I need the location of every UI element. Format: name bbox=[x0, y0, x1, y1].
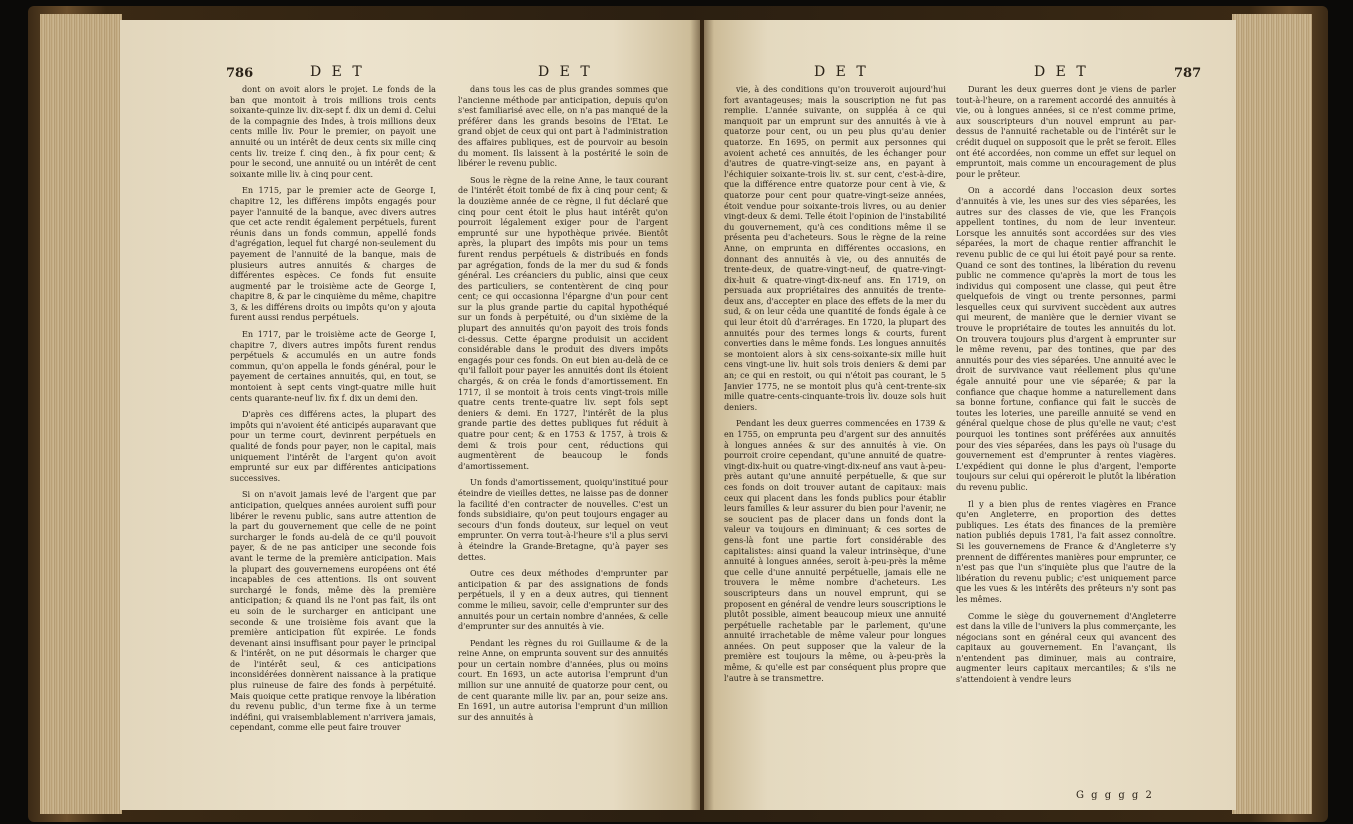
right-page bbox=[704, 20, 1236, 810]
paragraph: On a accordé dans l'occasion deux sortes d'annuités à vie, les unes sur des vies séparées, les autres sur des classes de vie, que les François appellent tontines, du nom de leur inventeur. Lorsque les annuités sont accordées sur des vies séparées, la mort de chaque rentier affranchit le revenu public de ce qui lui étoit payé pour sa rente. Quand ce sont des tontines, la libération du revenu public ne commence qu'après la mort de tous les individus qui composent une classe, qui peut être quelquefois de vingt ou trente personnes, parmi lesquelles ceux qui survivent succèdent aux autres qui meurent, de manière que le dernier vivant se trouve le propriétaire de toutes les annuités du lot. On trouvera toujours plus d'argent à emprunter sur le même revenu, par des tontines, que par des annuités pour des vies séparées. Une annuité avec le droit de survivance vaut réellement plus qu'une égale annuité pour une vie séparée; & par la confiance que chaque homme a naturellement dans sa bonne fortune, confiance qui fait le succès de toutes les loteries, une pareille annuité se vend en général quelque chose de plus qu'elle ne vaut; c'est pourquoi les tontines sont préférées aux annuités pour des vies séparées, dans les pays où l'usage du gouvernement est d'emprunter à rentes viagères. L'expédient qui donne le plus d'argent, l'emporte toujours sur celui qui opéreroit le plutôt la libération du revenu public. bbox=[956, 185, 1176, 492]
paragraph: Pendant les deux guerres commencées en 1739 & en 1755, on emprunta peu d'argent sur des annuités à longues années & sur des annuités à vie. On pourroit croire cependant, qu'une annuité de quatre-vingt-dix-huit ou quatre-vingt-dix-neuf ans vaut à-peu-près autant qu'une annuité perpétuelle, & que sur ces fonds on doit trouver autant de capitaux: mais ceux qui placent dans les fonds publics pour établir leurs familles & leur assurer du bien pour l'avenir, ne se soucient pas de placer dans un fonds dont la valeur va toujours en diminuant; & ces sortes de gens-là font une partie fort considérable des capitalistes: ainsi quand la valeur intrinsèque, d'une annuité à longues années, seroit à-peu-près la même que celle d'une annuité perpétuelle, jamais elle ne trouvera le même nombre d'acheteurs. Les souscripteurs dans un nouvel emprunt, qui se proposent en général de vendre leurs souscriptions le plutôt possible, aiment beaucoup mieux une annuité perpétuelle rachetable par le parlement, qu'une annuité irrachetable de même valeur pour longues années. On peut supposer que la valeur de la première est toujours la même, ou à-peu-près la même, & qu'elle est par conséquent plus propre que l'autre à se transmettre. bbox=[724, 418, 946, 683]
paragraph: vie, à des conditions qu'on trouveroit aujourd'hui fort avantageuses; mais la souscription ne fut pas remplie. L'année suivante, on suppléa à ce qui manquoit par un emprunt sur des annuités à vie à quatorze pour cent, ou un peu plus qu'au denier quatorze. En 1695, on permit aux personnes qui avoient acheté ces annuités, de les échanger pour d'autres de quatre-vingt-seize ans, en payant à l'échiquier soixante-trois liv. st. sur cent, c'est-à-dire, que la différence entre quatorze pour cent à vie, & quatorze pour cent pour quatre-vingt-seize années, étoit vendue pour soixante-trois livres, ou au denier vingt-deux & demi. Telle étoit l'opinion de l'instabilité du gouvernement, qu'à ces conditions même il se présenta peu d'acheteurs. Sous le règne de la reine Anne, on emprunta en différentes occasions, en donnant des annuités à vie, ou des annuités de trente-deux, de quatre-vingt-neuf, de quatre-vingt-dix-huit & quatre-vingt-dix-neuf ans. En 1719, on persuada aux propriétaires des annuités de trente-deux ans, d'accepter en place des effets de la mer du sud, & on leur céda une quantité de fonds égale à ce qui leur étoit dû d'arrérages. En 1720, la plupart des annuités pour des termes longs & courts, furent converties dans le même fonds. Les longues annuités se montoient alors à six cens-soixante-six mille huit cens vingt-une liv. huit sols trois deniers & demi par an; ce qui en restoit, ou qui n'étoit pas courant, le 5 Janvier 1775, ne se montoit plus qu'à cent-trente-six mille quatre-cents-cinquante-trois liv. douze sols huit deniers. bbox=[724, 84, 946, 412]
running-head: D E T bbox=[310, 64, 365, 80]
running-head: D E T bbox=[814, 64, 869, 80]
signature-mark: G g g g g 2 bbox=[1076, 790, 1154, 801]
paragraph: Comme le siège du gouvernement d'Angleterre est dans la ville de l'univers la plus commerçante, les négocians sont en général ceux qui avancent des capitaux au gouvernement. En l'avançant, ils n'entendent pas diminuer, mais au contraire, augmenter leurs capitaux mercantiles; & s'ils ne s'attendoient à vendre leurs bbox=[956, 610, 1176, 685]
book-gutter bbox=[690, 20, 714, 810]
paragraph: Sous le règne de la reine Anne, le taux courant de l'intérêt étoit tombé de fix à cinq pour cent; & la douzième année de ce règne, il fut déclaré que cinq pour cent étoit le plus haut intérêt qu'on pourroit légalement exiger pour de l'argent emprunté sur une hypothèque privée. Bientôt après, la plupart des impôts mis pour un tems furent rendus perpétuels & distribués en fonds par agrégation, fonds de la mer du sud & fonds général. Les créanciers du public, ainsi que ceux des particuliers, se contentèrent de cinq pour cent; ce qui occasionna l'épargne d'un pour cent sur la plus grande partie du capital hypothéqué sur un fonds à perpétuité, ou d'un sixième de la plupart des annuités qu'on payoit des trois fonds ci-dessus. Cette épargne produisit un accident considérable dans le produit des divers impôts engagés pour ces fonds. On eut bien au-delà de ce qu'il falloit pour payer les annuités dont ils étoient chargés, & on créa le fonds d'amortissement. En 1717, il se montoit à trois cents vingt-trois mille quatre cents trente-quatre liv. sept fols sept deniers & demi. En 1727, l'intérêt de la plus grande partie des dettes publiques fut réduit à quatre pour cent; & en 1753 & 1757, à trois & demi & trois pour cent, réductions qui augmentèrent de beaucoup le fonds d'amortissement. bbox=[458, 174, 668, 471]
running-head: D E T bbox=[1034, 64, 1089, 80]
paragraph: En 1715, par le premier acte de George I, chapitre 12, les différens impôts engagés pour payer l'annuité de la banque, avec divers autres que cet acte rendit également perpétuels, furent réunis dans un fonds commun, appellé fonds d'agrégation, lequel fut chargé non-seulement du payement de l'annuité de la banque, mais de plusieurs autres annuités & charges de différentes espèces. Ce fonds fut ensuite augmenté par le troisième acte de George I, chapitre 8, & par le cinquième du même, chapitre 3, & les différens droits ou impôts qu'on y ajouta furent aussi rendus perpétuels. bbox=[230, 185, 436, 323]
page-edges-right bbox=[1232, 14, 1312, 814]
paragraph: Durant les deux guerres dont je viens de parler tout-à-l'heure, on a rarement accordé des annuités à vie, ou à longues années, si ce n'est comme prime, aux souscripteurs d'un nouvel emprunt au par-dessus de l'annuité rachetable ou de l'intérêt sur le crédit duquel on supposoit que le prêt se feroit. Elles ont été accordées, non comme un effet sur lequel on empruntoit, mais comme un encouragement de plus pour le prêteur. bbox=[956, 84, 1176, 179]
paragraph: Un fonds d'amortissement, quoiqu'institué pour éteindre de vieilles dettes, ne laisse pas de donner la facilité d'en contracter de nouvelles. C'est un fonds subsidiaire, qu'on peut toujours engager au secours d'un fonds douteux, sur lequel on veut emprunter. On verra tout-à-l'heure s'il a plus servi à éteindre la Grande-Bretagne, qu'à payer ses dettes. bbox=[458, 477, 668, 562]
left-page bbox=[120, 20, 700, 810]
page-number: 787 bbox=[1174, 66, 1202, 81]
paragraph: Il y a bien plus de rentes viagères en France qu'en Angleterre, en proportion des dettes publiques. Les états des finances de la première nation publiés depuis 1781, l'a fait assez connoître. Si les gouvernemens de France & d'Angleterre s'y prennent de différentes manières pour emprunter, ce n'est pas que l'un s'inquiète plus que l'autre de la libération du revenu public; c'est uniquement parce que les vues & les intérêts des prêteurs n'y sont pas les mêmes. bbox=[956, 498, 1176, 604]
running-head: D E T bbox=[538, 64, 593, 80]
page-edges-left bbox=[40, 14, 122, 814]
paragraph: Pendant les règnes du roi Guillaume & de la reine Anne, on emprunta souvent sur des annuités pour un certain nombre d'années, plus ou moins court. En 1693, un acte autorisa l'emprunt d'un million sur une annuité de quatorze pour cent, ou de cent quarante mille liv. par an, pour seize ans. En 1691, un autre autorisa l'emprunt d'un million sur des annuités à bbox=[458, 637, 668, 722]
page-number: 786 bbox=[226, 66, 254, 81]
text-column-1 bbox=[724, 84, 946, 789]
text-column-2 bbox=[458, 84, 668, 789]
paragraph: Outre ces deux méthodes d'emprunter par anticipation & par des assignations de fonds perpétuels, il y en a deux autres, qui tiennent comme le milieu, savoir, celle d'emprunter sur des annuités pour un certain nombre d'années, & celle d'emprunter sur des annuités à vie. bbox=[458, 568, 668, 632]
text-column-1 bbox=[230, 84, 436, 789]
paragraph: dont on avoit alors le projet. Le fonds de la ban que montoit à trois millions trois cents soixante-quinze liv. dix-sept f. dix un demi d. Celui de la compagnie des Indes, à trois millions deux cents mille liv. Pour le premier, on payoit une annuité ou un intérêt de deux cents six mille cinq cents liv. treize f. cinq den., à fix pour cent; & pour le second, une annuité ou un intérêt de cent soixante mille liv. à cinq pour cent. bbox=[230, 84, 436, 179]
paragraph: En 1717, par le troisième acte de George I, chapitre 7, divers autres impôts furent rendus perpétuels & accumulés en un autre fonds commun, qu'on appella le fonds général, pour le payement de certaines annuités, qui, en tout, se montoient à sept cents vingt-quatre mille huit cents quarante-neuf liv. fix f. dix un demi den. bbox=[230, 329, 436, 403]
paragraph: D'après ces différens actes, la plupart des impôts qui n'avoient été anticipés auparavant que pour un terme court, devinrent perpétuels en qualité de fonds pour payer, non le capital, mais uniquement l'intérêt de l'argent qu'on avoit emprunté sur eux par différentes anticipations successives. bbox=[230, 409, 436, 483]
paragraph: Si on n'avoit jamais levé de l'argent que par anticipation, quelques années auroient suffi pour libérer le revenu public, sans autre attention de la part du gouvernement que celle de ne point surcharger le fonds au-delà de ce qu'il pouvoit payer, & de ne pas anticiper une seconde fois avant le terme de la première anticipation. Mais la plupart des gouvernemens européens ont été incapables de ces attentions. Ils ont souvent surchargé le fonds, même dès la première anticipation; & quand ils ne l'ont pas fait, ils ont eu soin de le surcharger en anticipant une seconde & une troisième fois avant que la première anticipation fût expirée. Le fonds devenant ainsi insuffisant pour payer le principal & l'intérêt, on ne put désormais le charger que de l'intérêt seul, & ces anticipations inconsidérées donnèrent naissance à la pratique plus ruineuse de faire des fonds à perpétuité. Mais quoique cette pratique renvoye la libération du revenu public, d'un terme fixe à un terme indéfini, qui vraisemblablement n'arrivera jamais, cependant, comme elle peut faire trouver bbox=[230, 489, 436, 733]
text-column-2 bbox=[956, 84, 1176, 789]
paragraph: dans tous les cas de plus grandes sommes que l'ancienne méthode par anticipation, depuis qu'on s'est familiarisé avec elle, on n'a pas manqué de la préférer dans les grands besoins de l'Etat. Le grand objet de ceux qui ont part à l'administration des affaires publiques, est de pourvoir au besoin du moment. Ils laissent à la postérité le soin de libérer le revenu public. bbox=[458, 84, 668, 169]
